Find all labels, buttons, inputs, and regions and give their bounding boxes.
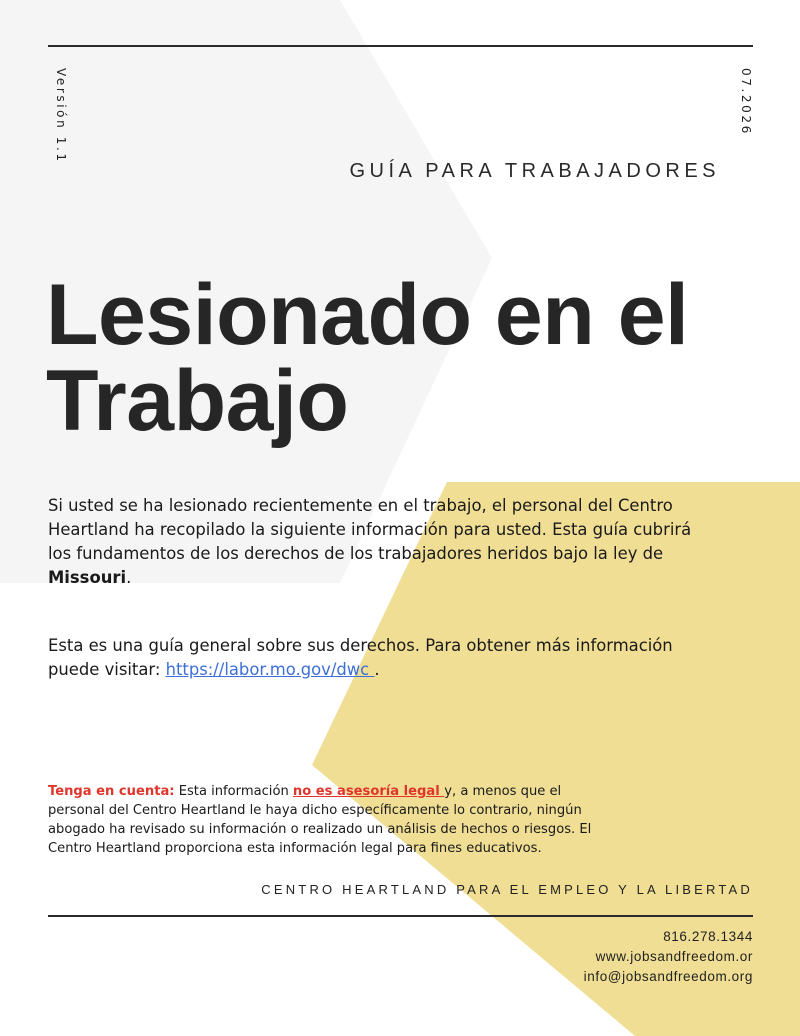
- top-rule: [48, 45, 753, 47]
- title-line-2: Trabajo: [46, 353, 349, 449]
- contact-block: [584, 927, 753, 987]
- intro-state: Missouri: [48, 568, 127, 587]
- note-text-2: y, a menos que el personal del Centro Heartland le haya dicho específicamente lo contrario, ningún abogado ha revisado su información o realizado un análisis de hechos o riesgos. El Centro Heartland proporciona esta información legal para fines educativos.: [48, 784, 592, 856]
- general-text: Esta es una guía general sobre sus derechos. Para obtener más información puede visitar:: [48, 636, 673, 679]
- intro-paragraph: [48, 494, 708, 590]
- document-type-heading: GUÍA PARA TRABAJADORES: [349, 160, 720, 182]
- intro-text: Si usted se ha lesionado recientemente en el trabajo, el personal del Centro Heartland ha recopilado la siguiente información para usted. Esta guía cubrirá los fundamentos de los derechos de los trabajadores heridos bajo la ley de: [48, 496, 692, 563]
- email-address: info@jobsandfreedom.org: [583, 969, 753, 984]
- title-line-1: Lesionado en el: [46, 267, 689, 363]
- phone-number: 816.278.1344: [663, 929, 753, 944]
- date-label: 07.2026: [739, 68, 753, 136]
- disclaimer-note: [48, 782, 618, 858]
- version-label: Versión 1.1: [54, 68, 68, 164]
- website: www.jobsandfreedom.or: [595, 949, 753, 964]
- intro-end: .: [126, 568, 132, 587]
- dwc-link[interactable]: https://labor.mo.gov/dwc: [165, 660, 375, 679]
- bottom-rule: [48, 915, 753, 917]
- note-text-1: Esta información: [174, 784, 293, 799]
- general-paragraph: [48, 634, 708, 682]
- note-label: Tenga en cuenta:: [48, 784, 175, 799]
- general-end: .: [374, 660, 380, 679]
- page-title: [46, 267, 766, 449]
- organization-name: CENTRO HEARTLAND PARA EL EMPLEO Y LA LIBERTAD: [261, 882, 753, 897]
- note-emphasis: no es asesoría legal: [292, 784, 445, 799]
